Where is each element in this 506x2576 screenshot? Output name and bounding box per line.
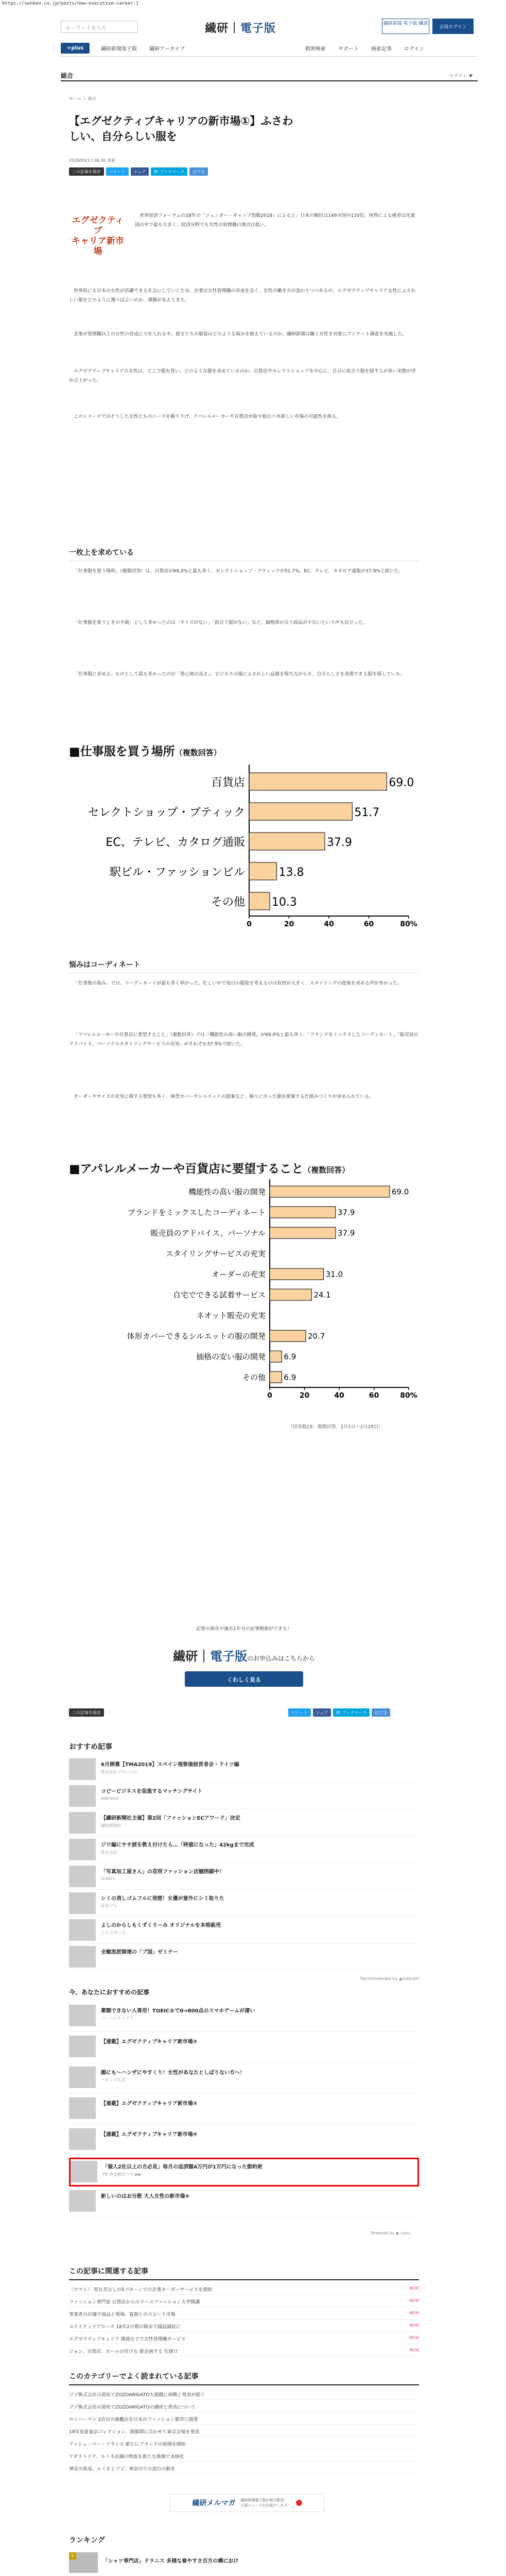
mailmagazine-note: 繊研新聞電子版が毎日配信！ 主要ニュースをお届けします。 — [240, 2498, 291, 2507]
thumbnail-image[interactable] — [69, 2190, 96, 2212]
list-item[interactable] — [69, 2034, 419, 2063]
article-paragraph: 「アパレルメーカーや百貨店に要望すること」（複数回答）では「機能性の高い服の開発」が69.0%と最も多く、「ブランドをミックスしたコーディネート」「販売員のアドバイス、パーソナルスタイリングサービスの充実」がそれぞれ37.9%で続いた。 — [69, 1032, 418, 1047]
subscribe-cta — [69, 1623, 419, 1705]
list-item[interactable] — [69, 2096, 419, 2125]
category-label: 百貨店 — [211, 776, 245, 789]
category-item[interactable]: 19年春夏東京コレクション、開催期に合わせて東京会場を発表 — [69, 2426, 419, 2437]
article-paragraph: このシリーズではそうした女性たちのニーズを掘り下げ、アパレルメーカーや百貨店が取り組むべき新しい市場の可能性を探る。 — [74, 414, 341, 419]
category-item[interactable]: ゾゾ株式会社の買収でZOZOARIGATO大規模に商戦と発表が続く — [69, 2388, 419, 2400]
category-item[interactable]: アダストリア、ルミネ店舗の物流を新たな体制で本格化 — [69, 2450, 419, 2462]
cta-logo-sub: 電子版 — [210, 1649, 247, 1664]
rec-source: パーソルキャリア — [101, 2016, 134, 2021]
thumbnail-image[interactable] — [69, 2128, 96, 2150]
data-label: 10.3 — [271, 896, 297, 909]
rec-title[interactable]: 薬額できない人専用！TOEIC®で0→800点のスマホゲームが凄い — [101, 2008, 255, 2014]
category-label: スタイリングサービスの充実 — [165, 1249, 266, 1259]
ranking-item[interactable] — [69, 2550, 419, 2576]
category-label: 自宅でできる試着サービス — [172, 1290, 266, 1300]
category-label: セレクトショップ・ブティック — [88, 806, 245, 819]
nav-item[interactable]: ログイン — [404, 46, 425, 52]
rec-source: 株式会社グローバル — [101, 1770, 138, 1774]
list-item[interactable] — [69, 1944, 419, 1970]
data-label: 13.8 — [278, 866, 304, 879]
facebook-share-button[interactable]: シェア — [131, 167, 149, 176]
nav-item[interactable]: 繊研新聞電子版 — [101, 46, 137, 52]
x-tick-label: 60 — [369, 1392, 379, 1400]
bar — [249, 803, 352, 820]
save-button[interactable]: この記事を保存 — [69, 1708, 104, 1717]
rec-title[interactable]: 全観流派御達の「ブ国」ゼミナー — [101, 1950, 178, 1955]
chart-requests — [69, 1177, 419, 1419]
login-button[interactable]: 会員ログイン — [432, 19, 474, 34]
rec-title[interactable]: 顔にも〜ハンザにやすくり！女性があなたとしぼりない方へ！ — [101, 2070, 245, 2076]
rec-source: ハピレス生活 — [101, 2078, 126, 2082]
thumbnail-image[interactable] — [69, 1758, 96, 1780]
thumbnail-image[interactable] — [69, 1919, 96, 1941]
hatena-bookmark-button[interactable]: B! ブックマーク — [333, 1708, 370, 1717]
bar — [249, 833, 325, 850]
recommended-by[interactable]: Recommended by ▲outbrain — [360, 1976, 420, 1981]
category-item[interactable]: アッシュ・ペー・フランス 新たにブランドの展開を開始 — [69, 2438, 419, 2449]
new-badge: NEW — [409, 2323, 419, 2328]
related-item[interactable] — [69, 2333, 419, 2344]
address-bar[interactable]: https://senken.co.jp/posts/new-executive-career-1 — [2, 1, 139, 6]
main-nav — [61, 40, 478, 57]
bar — [270, 1207, 336, 1218]
list-item[interactable] — [69, 2127, 419, 2156]
thumbnail-image[interactable] — [69, 1866, 96, 1887]
related-title[interactable]: 〈ヤマト〉 男女差なしの5パターンでの企業オーダーサービスを開始 — [69, 2287, 213, 2293]
logo-main: 繊研 — [205, 22, 229, 35]
thumbnail-image[interactable] — [69, 2066, 96, 2088]
search-input[interactable]: キーワードを入力 — [61, 21, 138, 33]
rec-title[interactable]: シミの消しゴムフルに発想！女優が意外にシミ取りた — [101, 1896, 224, 1902]
thumbnail-image[interactable] — [71, 2161, 97, 2182]
article-paragraph: 世界経済フォーラムの18年の「ジェンダー・ギャップ指数2018」によると、日本の順位は149カ国中110位。所得による格差は先進国の中で最も大きく、経済分野でも女性の管理職の割合は低い。 — [135, 213, 415, 228]
rec-source: 繊研新聞社 — [101, 1823, 121, 1828]
category-label: 体形カバーできるシルエットの服の開発 — [127, 1331, 266, 1341]
series-logo: エグゼクティブ キャリア新市場 — [72, 215, 124, 257]
x-tick-label: 40 — [334, 1392, 344, 1400]
tweet-button[interactable]: ツイート — [106, 167, 129, 176]
thumbnail-image[interactable] — [69, 2005, 96, 2026]
rec-title[interactable]: 6月開幕【TMA2019】スペイン視察後経営者会・ドイツ編 — [101, 1762, 239, 1768]
related-title[interactable]: 事業者の店舗で商品と現場、資源とのスピード市場 — [69, 2312, 176, 2317]
logo-sub: 電子版 — [240, 22, 276, 35]
nav-item[interactable]: 精密検索 — [305, 46, 326, 52]
list-item[interactable] — [69, 1810, 419, 1836]
data-label: 20.7 — [307, 1331, 325, 1341]
rec-source: 株式会社 — [101, 1850, 117, 1855]
chart-source: （回答数29、複数回答、2月1日～2月28日） — [288, 1425, 383, 1430]
article-date: 2018/04/17 06:30 更新 — [69, 158, 116, 163]
category-label: 駅ビル・ファッションビル — [109, 866, 245, 879]
category-label: 販売員のアドバイス、パーソナル — [150, 1228, 266, 1238]
section-menu[interactable]: ログイン ▼ — [449, 74, 473, 79]
data-label: 37.9 — [337, 1208, 355, 1217]
article-paragraph: 「仕事服の悩み」では、コーディネートが最も多く挙がった。忙しい中で毎日の服装を考えるのは負担が大きく、スタイリングの提案を求める声が多かった。 — [74, 981, 402, 986]
article-paragraph: オーダーやサイズの充実に関する要望も多く、体型カバーやシルエットの提案など、個々に合った服を提案する仕組みづくりが求められている。 — [74, 1094, 374, 1099]
thumbnail-image[interactable] — [69, 2036, 96, 2057]
rec-title[interactable]: 新しいのはお分散 大人女性の新市場⑤ — [101, 2194, 189, 2199]
bar — [249, 862, 276, 880]
related-title[interactable]: エグゼクティブキャリア 環境女子で女性管理職サービス — [69, 2337, 186, 2342]
list-item[interactable] — [69, 1837, 419, 1863]
facebook-share-button[interactable]: シェア — [313, 1708, 331, 1717]
rec-source: ひとりぼっち — [101, 1930, 126, 1935]
list-item[interactable] — [69, 2189, 419, 2217]
related-item[interactable] — [69, 2345, 419, 2357]
category-item[interactable]: 神奈川県成、ルミネとゾゾ、神奈川での流行の動き — [69, 2463, 419, 2474]
data-label: 51.7 — [354, 806, 380, 819]
article-title: 【エグゼクティブキャリアの新市場①】ふさわしい、自分らしい服を — [69, 115, 293, 143]
article-paragraph: 「仕事服に求める」ものとして最も多かったのが「着心地の良さ」。ビジネスの場にふさわしい品格を保ちながらも、自分らしさを表現できる服を探している。 — [74, 672, 405, 677]
cta-logo-after: のお申込みはこちらから — [247, 1655, 315, 1662]
thumbnail-image[interactable] — [69, 1946, 96, 1968]
bar — [249, 892, 270, 910]
breadcrumb[interactable]: ホーム ＞ 総合 — [69, 96, 97, 101]
nav-item[interactable]: 検索記事 — [371, 46, 392, 52]
plus-button[interactable]: +plus — [61, 43, 90, 54]
save-button[interactable]: この記事を保存 — [69, 167, 104, 176]
rec-source: Orders — [101, 1876, 115, 1881]
cta-logo-main: 繊研 — [172, 1649, 198, 1664]
list-item[interactable] — [69, 1918, 419, 1943]
list-item[interactable] — [69, 1891, 419, 1917]
data-label: 37.9 — [326, 836, 352, 849]
thumbnail-image[interactable] — [69, 1839, 96, 1860]
related-item[interactable] — [69, 2296, 419, 2307]
bar — [270, 1289, 311, 1300]
related-item[interactable] — [69, 2283, 419, 2295]
article-paragraph: エグゼクティブキャリアの女性は、どこで服を買い、どのような服を求めているのか。百貨店やセレクトショップを中心に、自分に似合う服を探す人が多い実態が浮かび上がった。 — [69, 369, 416, 383]
bar — [270, 1371, 282, 1383]
data-label: 6.9 — [284, 1352, 296, 1362]
category-label: 機能性の高い服の開発 — [188, 1187, 266, 1197]
category-label: ブランドをミックスしたコーディネート — [127, 1208, 266, 1217]
new-badge: NEW — [409, 2286, 419, 2291]
list-item[interactable] — [69, 2065, 419, 2094]
x-tick-label: 0 — [267, 1392, 272, 1400]
data-label: 6.9 — [284, 1372, 296, 1382]
chart-subtitle: （複数回答） — [303, 1165, 350, 1175]
rec-title[interactable]: ジワ編にササ読を教え付けたら…「時値になった」42kgまで完成 — [101, 1842, 254, 1848]
bar — [270, 1186, 390, 1197]
powered-by[interactable]: Powered by ◆ uzou — [371, 2231, 410, 2235]
related-title[interactable]: ユナイテッドアローズ 18年2月期の期末で減益減収に — [69, 2325, 181, 2330]
thumbnail-image[interactable] — [69, 1892, 96, 1914]
rec-title[interactable]: 「個人2社以上の方必見」毎月の返済額4万円が1万円になった節約術 — [102, 2164, 263, 2170]
ranking-title[interactable]: 「シャツ専門店」ドラニス 多様な着やすさ百方の構におけ — [103, 2558, 239, 2564]
ad-item[interactable] — [69, 2158, 419, 2187]
rec-title[interactable]: 【連載】エグゼクティブキャリア新市場③ — [101, 2101, 198, 2107]
chart-subtitle: （複数回答） — [175, 748, 221, 757]
category-label: オーダーの充実 — [211, 1269, 266, 1279]
category-item[interactable]: ロンハーマン 2店目の旗艦店を日本のファッション都市に開業 — [69, 2413, 419, 2425]
data-label: 37.9 — [337, 1228, 355, 1238]
section-header — [61, 69, 478, 81]
share-buttons — [69, 167, 208, 176]
rec-title[interactable]: よしのからしもくずくりーみ オリジナルを本格販売 — [101, 1923, 221, 1928]
recommend2-heading: 今、あなたにおすすめの記事 — [69, 1989, 150, 1996]
category-label: ネオット販売の充実 — [196, 1311, 266, 1320]
nav-item[interactable]: サポート — [338, 46, 359, 52]
related-item[interactable] — [69, 2308, 419, 2319]
rec-source: adbrand — [101, 1796, 118, 1801]
chart-title-text: ■仕事服を買う場所 — [69, 745, 175, 758]
x-tick-label: 40 — [324, 920, 334, 928]
bar — [270, 1227, 336, 1239]
x-tick-label: 20 — [284, 920, 294, 928]
list-item[interactable] — [69, 1757, 419, 1783]
share-buttons-bottom — [69, 1708, 104, 1717]
hatena-button[interactable]: はてな — [189, 167, 208, 176]
x-tick-label: 0 — [247, 920, 252, 928]
hatena-button[interactable]: はてな — [372, 1708, 390, 1717]
section-heading: 一枚上を求めている — [69, 547, 419, 561]
related-title[interactable]: ファッション専門家 百貨店からのドーユファッション大学開講 — [69, 2300, 200, 2305]
list-item[interactable] — [69, 2003, 419, 2032]
chart-title — [69, 1159, 350, 1176]
arrow-icon — [296, 2500, 302, 2506]
hatena-bookmark-button[interactable]: B! ブックマーク — [151, 167, 187, 176]
nav-item[interactable]: 繊研アーカイブ — [149, 46, 185, 52]
section-title: 総合 — [61, 72, 74, 79]
article-paragraph: 「仕事服を買う場所」（複数回答）は、百貨店が69.0%と最も多く、セレクトショップ・ブティックが51.7%、EC、テレビ、カタログ通販が37.9%と続いた。 — [74, 569, 404, 574]
related-heading: この記事に関連する記事 — [69, 2266, 419, 2280]
rank-number: 1 — [69, 2552, 76, 2560]
thumbnail-image[interactable] — [69, 2097, 96, 2119]
chart-title-text: ■アパレルメーカーや百貨店に要望すること — [69, 1162, 304, 1176]
article-paragraph: 企業が管理職以上の女性の育成に力を入れる中、彼女たちの服装はどのような悩みを抱えているのか。繊研新聞は働く女性を対象にアンケート調査を実施した。 — [74, 332, 407, 337]
rec-title[interactable]: コピービジネスを促進するマッチングサイト — [101, 1789, 203, 1794]
cta-logo: 繊研｜電子版のお申込みはこちらから — [172, 1649, 315, 1664]
category-label: EC、テレビ、カタログ通販 — [106, 836, 245, 849]
rec-source: 美容プロ — [101, 1904, 117, 1908]
share-buttons-right — [288, 1708, 390, 1717]
data-label: 69.0 — [391, 1187, 409, 1197]
chart-buy-place — [69, 762, 419, 933]
x-tick-label: 60 — [363, 920, 374, 928]
article-paragraph: 世界的にも日本の女性が活躍できる社会にしていくため、企業は女性管理職の育成を急ぐ。女性の働き方が変わりつつある中、エグゼクティブキャリア女性にふさわしい服をどのように選べばよいのか、課題が見えてきた。 — [69, 289, 416, 303]
tweet-button[interactable]: ツイート — [288, 1708, 311, 1717]
data-label: 69.0 — [389, 776, 414, 789]
x-tick-label: 80% — [400, 1392, 417, 1400]
rec-title[interactable]: 「写真加工屋さん」の花咲ファッション店舗閉鎖中！ — [101, 1869, 224, 1875]
recommend-heading: おすすめ記事 — [69, 1743, 113, 1751]
category-item[interactable]: ゾゾ株式会社の買収でZOZOARIGATOの講座と発表について — [69, 2401, 419, 2412]
rec-title[interactable]: 【繊研新聞社主催】第2回「ファッションECアワード」決定 — [101, 1816, 240, 1821]
mailmagazine-banner[interactable] — [170, 2494, 324, 2512]
new-badge: NEW — [409, 2298, 419, 2303]
bar — [249, 773, 387, 790]
category-label: その他 — [211, 896, 245, 909]
thumbnail-image[interactable] — [69, 1812, 96, 1834]
article-paragraph: 「仕事服を買うときの不満」として多かったのは「サイズがない」「似合う服がない」など。価格帯が合う商品が少ないという声も目立った。 — [74, 620, 368, 625]
new-badge: NEW — [409, 2348, 419, 2352]
list-item[interactable] — [69, 1784, 419, 1809]
cta-button[interactable]: くわしく見る — [185, 1671, 303, 1687]
related-item[interactable] — [69, 2320, 419, 2332]
bar — [270, 1351, 282, 1362]
chart-title — [69, 742, 221, 759]
rec-title[interactable]: 【連載】エグゼクティブキャリア新市場② — [101, 2039, 198, 2045]
mailmagazine-logo: 繊研メルマガ — [192, 2499, 236, 2507]
category-label: 価格の安い服の開発 — [196, 1352, 266, 1362]
x-tick-label: 20 — [299, 1392, 310, 1400]
rec-source: PR 借金解決ラボ ▶▶ — [102, 2172, 142, 2177]
site-logo[interactable]: 繊研｜電子版 — [205, 22, 276, 35]
ranking-heading: ランキング — [69, 2536, 105, 2545]
subscribe-button[interactable]: 繊研新聞 電子版 購読 — [382, 19, 429, 34]
bar — [270, 1330, 306, 1342]
data-label: 31.0 — [325, 1269, 343, 1279]
x-tick-label: 80% — [400, 920, 417, 928]
list-item[interactable] — [69, 1864, 419, 1890]
cta-text: 記事の保存や過去1年分の記事検索ができる！ — [196, 1626, 292, 1632]
section-heading: 悩みはコーディネート — [69, 959, 419, 973]
new-badge: NEW — [409, 2335, 419, 2340]
bar — [270, 1268, 324, 1280]
category-label: その他 — [242, 1372, 266, 1382]
rec-title[interactable]: 【連載】エグゼクティブキャリア新市場④ — [101, 2132, 198, 2138]
new-badge: NEW — [409, 2311, 419, 2315]
category-heading: このカテゴリーでよく読まれている記事 — [69, 2371, 419, 2385]
thumbnail-image[interactable] — [69, 1785, 96, 1807]
data-label: 24.1 — [313, 1290, 331, 1300]
related-title[interactable]: ジョン、百貨店、ホールの付ける 新企画する 仕掛け — [69, 2349, 178, 2354]
